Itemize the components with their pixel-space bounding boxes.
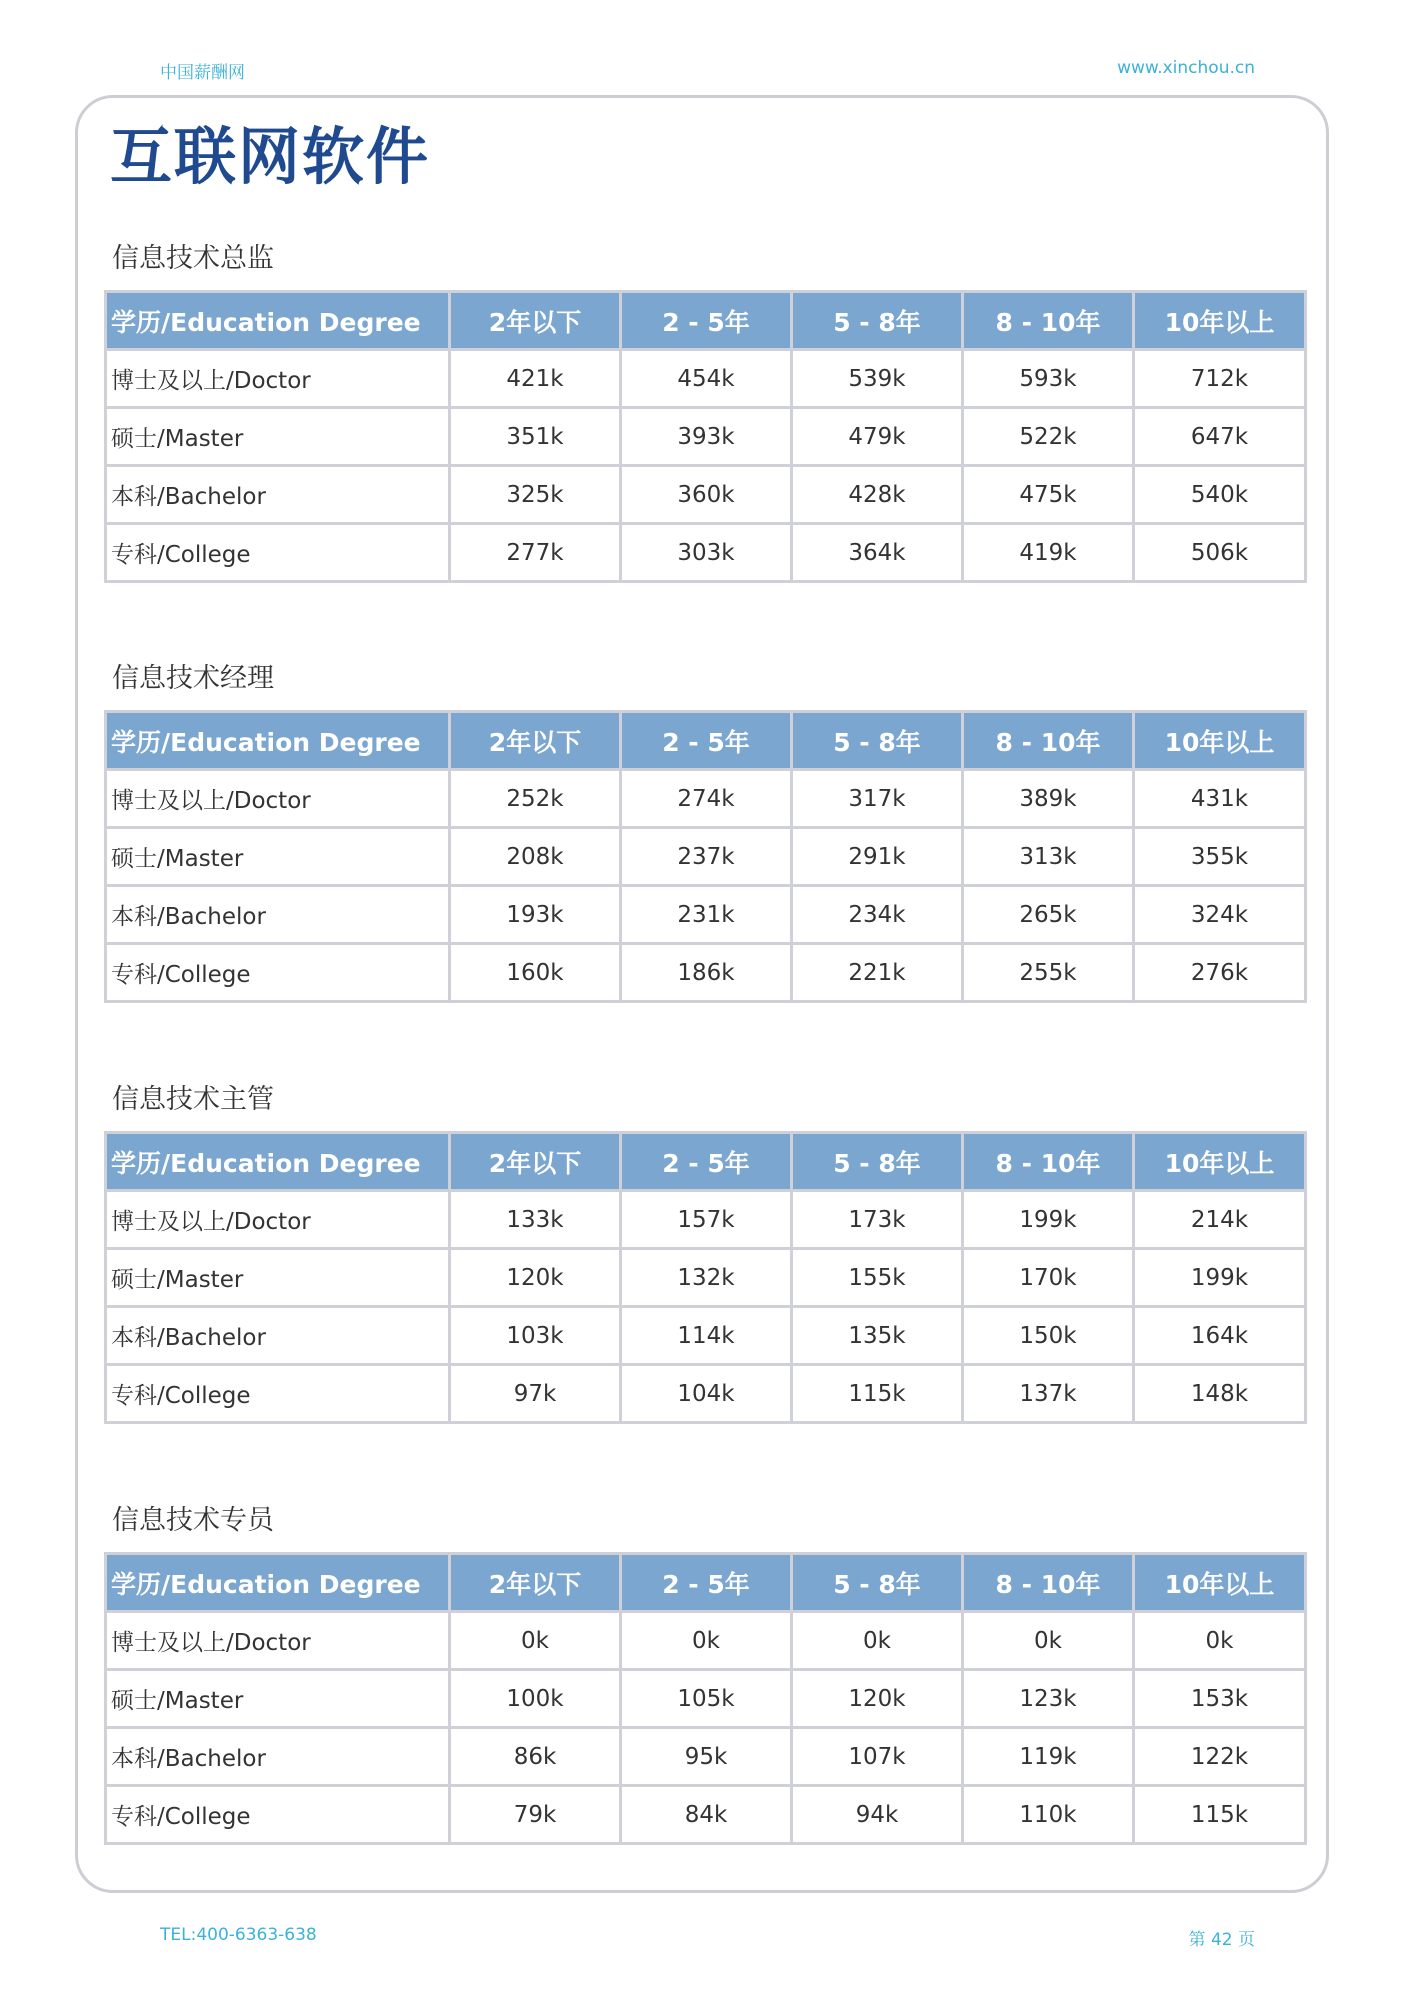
salary-cell: 0k	[621, 1612, 792, 1670]
table-row	[106, 1728, 1306, 1786]
column-header: 5 - 8年	[792, 1133, 963, 1191]
table-row	[106, 944, 1306, 1002]
section-title: 信息技术专员	[112, 1505, 274, 1536]
column-header: 10年以上	[1134, 292, 1306, 350]
salary-cell: 539k	[792, 350, 963, 408]
section-title: 信息技术经理	[112, 663, 274, 694]
salary-cell: 506k	[1134, 524, 1306, 582]
column-header: 学历/Education Degree	[106, 1133, 450, 1191]
degree-cell: 硕士/Master	[106, 1670, 450, 1728]
salary-cell: 115k	[792, 1365, 963, 1423]
salary-cell: 153k	[1134, 1670, 1306, 1728]
table-row	[106, 408, 1306, 466]
column-header: 2 - 5年	[621, 292, 792, 350]
salary-cell: 317k	[792, 770, 963, 828]
column-header: 2 - 5年	[621, 712, 792, 770]
table-header-row	[106, 712, 1306, 770]
column-header: 8 - 10年	[963, 292, 1134, 350]
salary-cell: 540k	[1134, 466, 1306, 524]
column-header: 2年以下	[450, 712, 621, 770]
salary-cell: 593k	[963, 350, 1134, 408]
salary-cell: 419k	[963, 524, 1134, 582]
degree-cell: 专科/College	[106, 1365, 450, 1423]
salary-cell: 291k	[792, 828, 963, 886]
salary-cell: 274k	[621, 770, 792, 828]
column-header: 10年以上	[1134, 1133, 1306, 1191]
column-header: 学历/Education Degree	[106, 1554, 450, 1612]
salary-cell: 86k	[450, 1728, 621, 1786]
degree-cell: 博士及以上/Doctor	[106, 770, 450, 828]
salary-cell: 0k	[963, 1612, 1134, 1670]
salary-table	[104, 290, 1307, 583]
degree-cell: 硕士/Master	[106, 1249, 450, 1307]
salary-cell: 110k	[963, 1786, 1134, 1844]
column-header: 2 - 5年	[621, 1133, 792, 1191]
salary-cell: 277k	[450, 524, 621, 582]
salary-cell: 132k	[621, 1249, 792, 1307]
salary-cell: 431k	[1134, 770, 1306, 828]
salary-table	[104, 710, 1307, 1003]
table-header-row	[106, 292, 1306, 350]
salary-cell: 252k	[450, 770, 621, 828]
table-row	[106, 524, 1306, 582]
footer-page-number: 第 42 页	[1188, 1930, 1255, 1950]
salary-cell: 199k	[963, 1191, 1134, 1249]
table-header-row	[106, 1133, 1306, 1191]
table-row	[106, 350, 1306, 408]
column-header: 2年以下	[450, 292, 621, 350]
salary-cell: 105k	[621, 1670, 792, 1728]
salary-cell: 421k	[450, 350, 621, 408]
salary-cell: 303k	[621, 524, 792, 582]
salary-cell: 103k	[450, 1307, 621, 1365]
salary-cell: 94k	[792, 1786, 963, 1844]
section-title: 信息技术总监	[112, 243, 274, 274]
salary-cell: 79k	[450, 1786, 621, 1844]
salary-cell: 360k	[621, 466, 792, 524]
section-title: 信息技术主管	[112, 1084, 274, 1115]
degree-cell: 专科/College	[106, 1786, 450, 1844]
salary-cell: 389k	[963, 770, 1134, 828]
table-row	[106, 1612, 1306, 1670]
salary-cell: 122k	[1134, 1728, 1306, 1786]
salary-cell: 712k	[1134, 350, 1306, 408]
salary-cell: 221k	[792, 944, 963, 1002]
salary-cell: 157k	[621, 1191, 792, 1249]
column-header: 学历/Education Degree	[106, 292, 450, 350]
salary-cell: 276k	[1134, 944, 1306, 1002]
column-header: 2年以下	[450, 1133, 621, 1191]
salary-cell: 475k	[963, 466, 1134, 524]
salary-cell: 647k	[1134, 408, 1306, 466]
salary-section	[104, 245, 1306, 583]
salary-cell: 454k	[621, 350, 792, 408]
salary-cell: 393k	[621, 408, 792, 466]
salary-cell: 148k	[1134, 1365, 1306, 1423]
salary-cell: 265k	[963, 886, 1134, 944]
degree-cell: 博士及以上/Doctor	[106, 1612, 450, 1670]
salary-cell: 104k	[621, 1365, 792, 1423]
salary-cell: 199k	[1134, 1249, 1306, 1307]
column-header: 8 - 10年	[963, 1554, 1134, 1612]
column-header: 8 - 10年	[963, 712, 1134, 770]
column-header: 5 - 8年	[792, 292, 963, 350]
salary-cell: 160k	[450, 944, 621, 1002]
column-header: 5 - 8年	[792, 1554, 963, 1612]
degree-cell: 本科/Bachelor	[106, 1728, 450, 1786]
salary-cell: 231k	[621, 886, 792, 944]
salary-cell: 150k	[963, 1307, 1134, 1365]
salary-cell: 135k	[792, 1307, 963, 1365]
salary-cell: 119k	[963, 1728, 1134, 1786]
degree-cell: 博士及以上/Doctor	[106, 350, 450, 408]
salary-cell: 193k	[450, 886, 621, 944]
salary-cell: 120k	[792, 1670, 963, 1728]
salary-cell: 234k	[792, 886, 963, 944]
salary-cell: 137k	[963, 1365, 1134, 1423]
salary-cell: 107k	[792, 1728, 963, 1786]
salary-cell: 164k	[1134, 1307, 1306, 1365]
table-row	[106, 886, 1306, 944]
table-row	[106, 1786, 1306, 1844]
degree-cell: 硕士/Master	[106, 408, 450, 466]
degree-cell: 硕士/Master	[106, 828, 450, 886]
salary-cell: 115k	[1134, 1786, 1306, 1844]
column-header: 学历/Education Degree	[106, 712, 450, 770]
salary-cell: 428k	[792, 466, 963, 524]
table-row	[106, 1365, 1306, 1423]
footer-tel: TEL:400-6363-638	[160, 1925, 317, 1945]
degree-cell: 专科/College	[106, 524, 450, 582]
salary-cell: 133k	[450, 1191, 621, 1249]
column-header: 2 - 5年	[621, 1554, 792, 1612]
salary-section	[104, 665, 1306, 1003]
salary-cell: 0k	[450, 1612, 621, 1670]
salary-cell: 114k	[621, 1307, 792, 1365]
salary-cell: 100k	[450, 1670, 621, 1728]
salary-cell: 0k	[792, 1612, 963, 1670]
salary-cell: 351k	[450, 408, 621, 466]
salary-cell: 313k	[963, 828, 1134, 886]
page-title: 互联网软件	[110, 120, 431, 193]
salary-cell: 522k	[963, 408, 1134, 466]
salary-cell: 214k	[1134, 1191, 1306, 1249]
salary-cell: 97k	[450, 1365, 621, 1423]
table-row	[106, 1670, 1306, 1728]
column-header: 10年以上	[1134, 712, 1306, 770]
table-row	[106, 828, 1306, 886]
salary-cell: 364k	[792, 524, 963, 582]
salary-cell: 120k	[450, 1249, 621, 1307]
table-row	[106, 770, 1306, 828]
salary-cell: 155k	[792, 1249, 963, 1307]
salary-table	[104, 1131, 1307, 1424]
degree-cell: 专科/College	[106, 944, 450, 1002]
brand-name: 中国薪酬网	[160, 63, 245, 83]
salary-cell: 84k	[621, 1786, 792, 1844]
salary-cell: 255k	[963, 944, 1134, 1002]
site-url[interactable]: www.xinchou.cn	[1117, 58, 1255, 78]
salary-cell: 173k	[792, 1191, 963, 1249]
salary-cell: 0k	[1134, 1612, 1306, 1670]
salary-section	[104, 1086, 1306, 1424]
salary-cell: 123k	[963, 1670, 1134, 1728]
column-header: 5 - 8年	[792, 712, 963, 770]
table-row	[106, 466, 1306, 524]
column-header: 2年以下	[450, 1554, 621, 1612]
table-row	[106, 1307, 1306, 1365]
table-row	[106, 1191, 1306, 1249]
table-header-row	[106, 1554, 1306, 1612]
table-row	[106, 1249, 1306, 1307]
salary-section	[104, 1507, 1306, 1845]
salary-cell: 325k	[450, 466, 621, 524]
column-header: 10年以上	[1134, 1554, 1306, 1612]
salary-cell: 479k	[792, 408, 963, 466]
salary-cell: 95k	[621, 1728, 792, 1786]
degree-cell: 本科/Bachelor	[106, 886, 450, 944]
salary-table	[104, 1552, 1307, 1845]
salary-cell: 170k	[963, 1249, 1134, 1307]
degree-cell: 本科/Bachelor	[106, 466, 450, 524]
degree-cell: 本科/Bachelor	[106, 1307, 450, 1365]
degree-cell: 博士及以上/Doctor	[106, 1191, 450, 1249]
salary-cell: 324k	[1134, 886, 1306, 944]
salary-cell: 186k	[621, 944, 792, 1002]
salary-cell: 355k	[1134, 828, 1306, 886]
column-header: 8 - 10年	[963, 1133, 1134, 1191]
salary-cell: 237k	[621, 828, 792, 886]
salary-cell: 208k	[450, 828, 621, 886]
